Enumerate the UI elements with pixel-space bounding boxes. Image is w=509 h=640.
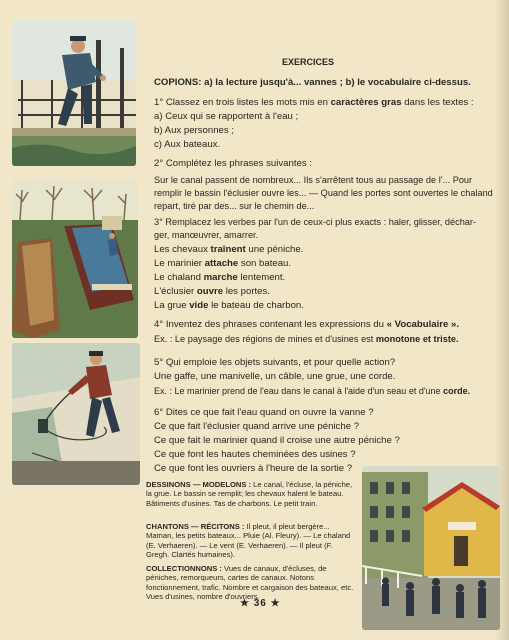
exercise-5-items: Une gaffe, une manivelle, un câble, une grue, une corde.	[154, 371, 396, 382]
illustration-barges	[12, 180, 138, 338]
exercise-5-intro: 5° Qui emploie les objets suivants, et pour quelle action?	[154, 357, 396, 368]
exercise-1-intro: 1° Classez en trois listes les mots mis en caractères gras dans les textes :	[154, 97, 474, 108]
exercise-3-sentence-2: Le marinier attache son bateau.	[154, 258, 292, 269]
exercise-3-intro-2: ger, manœuvrer, amarrer.	[154, 230, 259, 240]
exercise-3-sentence-4: L'éclusier ouvre les portes.	[154, 286, 270, 297]
exercise-6-question-4: Ce que font les ouvriers à l'heure de la sortie ?	[154, 463, 353, 474]
illustration-factory-workers	[362, 466, 500, 630]
exercise-3-sentence-3: Le chaland marche lentement.	[154, 272, 286, 283]
exercise-4-intro: 4° Inventez des phrases contenant les expressions du « Vocabulaire ».	[154, 319, 459, 330]
exercise-3-intro-1: 3° Remplacez les verbes par l'un de ceux-ci plus exacts : haler, glisser, déchar-	[154, 217, 477, 227]
exercise-1-item-c: c) Aux bateaux.	[154, 139, 221, 150]
exercise-6-intro: 6° Dites ce que fait l'eau quand on ouvre la vanne ?	[154, 407, 374, 418]
exercise-2-line-1: Sur le canal passent de nombreux... Ils s'arrêtent tous au passage de l'... Pour	[154, 175, 473, 185]
exercise-6-question-3: Ce que font les hautes cheminées des usines ?	[154, 449, 356, 460]
exercise-6-question-1: Ce que fait l'éclusier quand arrive une péniche ?	[154, 421, 360, 432]
exercise-2-line-3: repart, tiré par des... sur le chemin de...	[154, 201, 315, 211]
copions-instruction: COPIONS: a) la lecture jusqu'à... vannes ; b) le vocabulaire ci-dessus.	[154, 77, 471, 88]
exercise-6-question-2: Ce que fait le marinier quand il croise une autre péniche ?	[154, 435, 400, 446]
exercise-5-example: Ex. : Le marinier prend de l'eau dans le canal à l'aide d'un seau et d'une corde.	[154, 386, 471, 396]
collectionnons-section: COLLECTIONNONS : Vues de canaux, d'écluses, de péniches, remorqueurs, cartes de canaux. Notons fonctionnement, trafic. Nombre et cargaison des bateaux, etc. Vues d'usines, nombre d'ouvriers.	[146, 564, 354, 602]
illustration-canal-towing	[12, 343, 140, 485]
exercise-4-example: Ex. : Le paysage des régions de mines et d'usines est monotone et triste.	[154, 334, 459, 344]
dessinons-section: DESSINONS — MODELONS : Le canal, l'écluse, la péniche, la grue. Le bassin se remplit; les chevaux halent le bateau. Bâtiments d'usines. Tas de charbons. Le petit train.	[146, 480, 353, 508]
exercise-1-item-b: b) Aux personnes ;	[154, 125, 234, 136]
exercise-3-sentence-5: La grue vide le bateau de charbon.	[154, 300, 304, 311]
exercise-1-item-a: a) Ceux qui se rapportent à l'eau ;	[154, 111, 299, 122]
page-title: EXERCICES	[282, 57, 335, 67]
page-number: ★ 36 ★	[240, 598, 281, 609]
illustration-lock-keeper	[12, 20, 136, 166]
exercise-3-sentence-1: Les chevaux traînent une péniche.	[154, 244, 304, 255]
chantons-section: CHANTONS — RÉCITONS : Il pleut, il pleut bergère... Maman, les petits bateaux... Pluie (Al. Fleury). — Le chaland (E. Verhaeren). — Le vent (E. Verhaeren). — Il pleut (F. Gregh. Clartés humaines).	[146, 522, 351, 560]
exercise-2-line-2: remplir le bassin l'éclusier ouvre les... — Quand les portes sont ouvertes le chaland	[154, 188, 493, 198]
exercise-2-intro: 2° Complétez les phrases suivantes :	[154, 158, 312, 169]
